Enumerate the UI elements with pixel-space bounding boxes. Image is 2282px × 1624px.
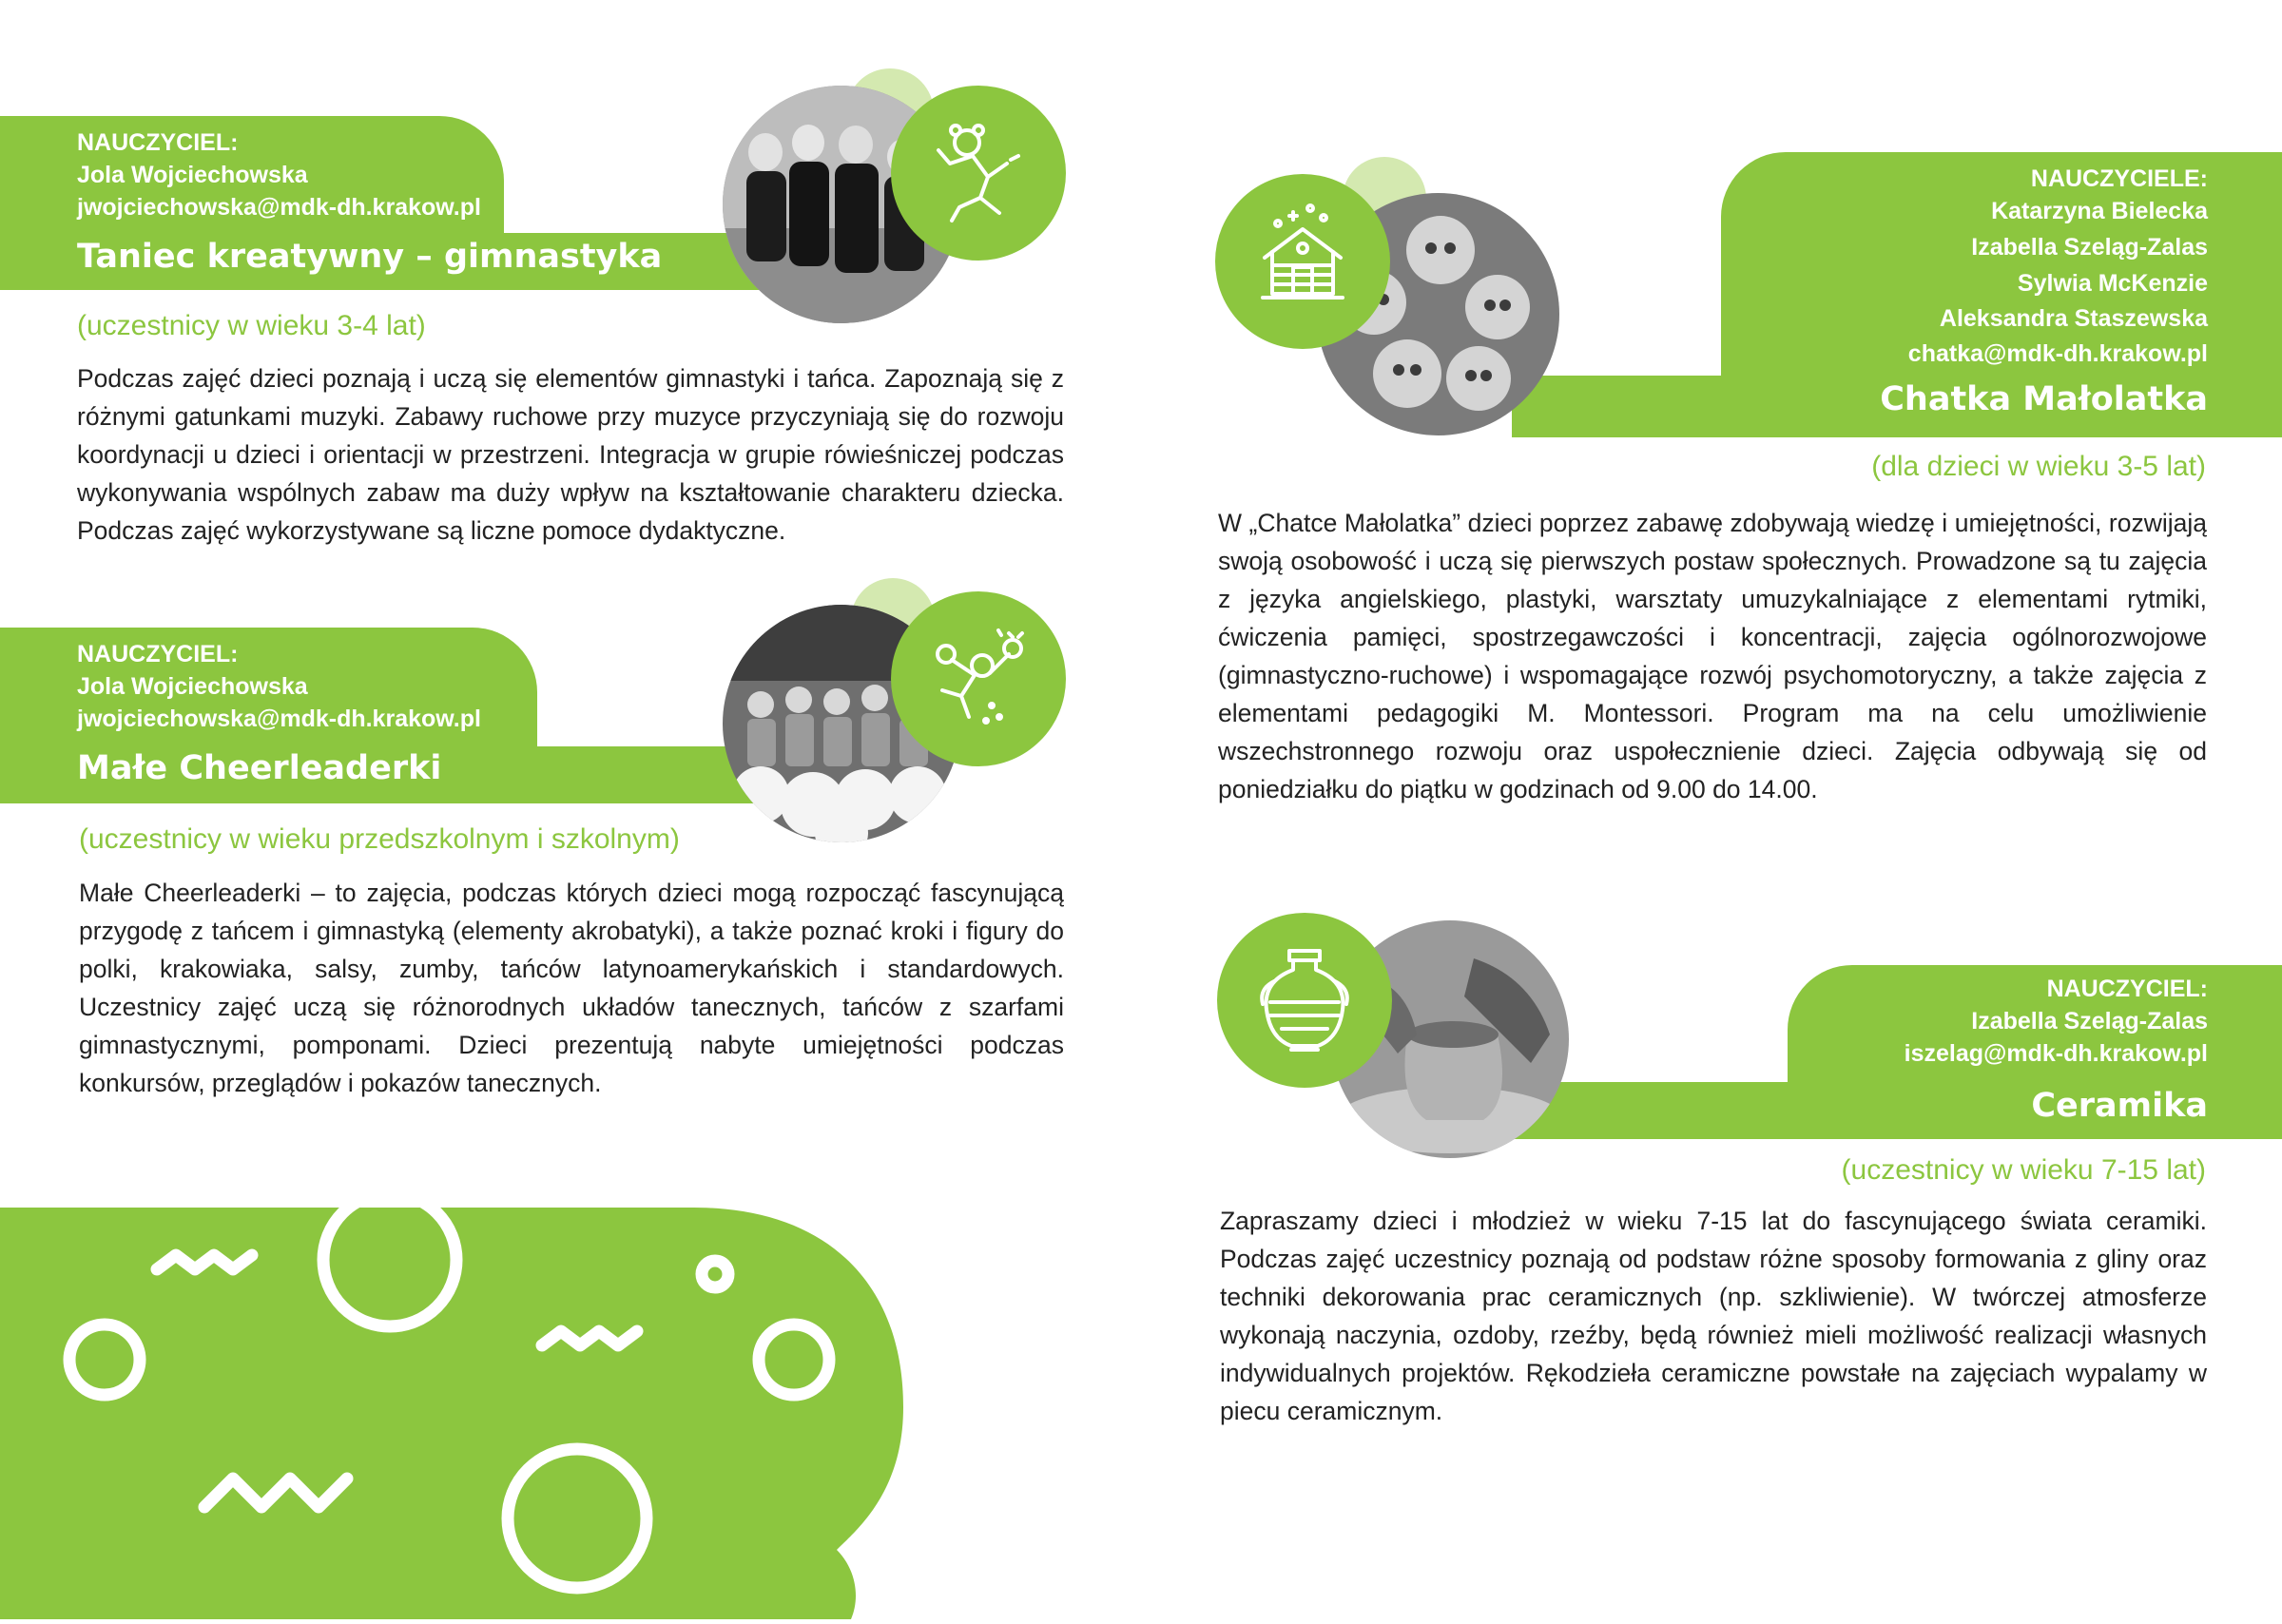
- taniec-teacher-label: NAUCZYCIEL:: [77, 129, 239, 156]
- chatka-teacher-name-4: Aleksandra Staszewska: [1939, 305, 2208, 332]
- vase-icon: [1253, 943, 1356, 1062]
- taniec-description: Podczas zajęć dzieci poznają i uczą się elementów gimnastyki i tańca. Zapoznają się z różnymi gatunkami muzyki. Zabawy ruchowe przy muzyce przyczyniają się do rozwoju koordynacji u dzieci i orientacji w przestrzeni. Integracja w grupie rówieśniczej podczas wykonywania wspólnych zabaw ma duży wpływ na kształtowanie charakteru dziecka. Podczas zajęć wykorzystywane są liczne pomoce dydaktyczne.: [77, 364, 1064, 545]
- taniec-age: (uczestnicy w wieku 3-4 lat): [77, 310, 426, 341]
- chatka-teacher-name-1: Katarzyna Bielecka: [1991, 198, 2208, 224]
- chatka-teacher-name-3: Sylwia McKenzie: [2017, 270, 2208, 297]
- chatka-email[interactable]: chatka@mdk-dh.krakow.pl: [1907, 340, 2208, 367]
- cheer-age: (uczestnicy w wieku przedszkolnym i szkolnym): [79, 823, 680, 855]
- cheer-teacher-name: Jola Wojciechowska: [77, 673, 308, 700]
- ceramika-icon-circle: [1217, 913, 1392, 1088]
- cheerleader-icon: [927, 626, 1032, 737]
- ceramika-age: (uczestnicy w wieku 7-15 lat): [1841, 1154, 2206, 1186]
- dancing-child-icon: [931, 122, 1026, 229]
- house-icon: [1255, 199, 1350, 318]
- ceramika-teacher-label: NAUCZYCIEL:: [2046, 976, 2208, 1002]
- ceramika-email[interactable]: iszelag@mdk-dh.krakow.pl: [1904, 1040, 2208, 1067]
- cheer-title: Małe Cheerleaderki: [77, 749, 442, 787]
- taniec-email[interactable]: jwojciechowska@mdk-dh.krakow.pl: [77, 194, 481, 221]
- taniec-icon-circle: [891, 86, 1066, 261]
- chatka-title: Chatka Małolatka: [1880, 380, 2208, 418]
- chatka-description: W „Chatce Małolatka” dzieci poprzez zabawę zdobywają wiedzę i umiejętności, rozwijają swoją osobowość i uczą się pierwszych postaw społecznych. Prowadzone są tu zajęcia z języka angielskiego, plastyki, warsztaty umuzykalniające z elementami rytmiki, ćwiczenia pamięci, spostrzegawczości i koncentracji, zajęcia ogólnorozwojowe (gimnastyczno-ruchowe) i wspomagające rozwój psychomotoryczny, a także zajęcia z elementami pedagogiki M. Montessori. Program ma na celu umożliwienie wszechstronnego rozwoju oraz uspołecznienie dzieci. Zajęcia odbywają się od poniedziałku do piątku w godzinach od 9.00 do 14.00.: [1218, 509, 2207, 803]
- cheer-icon-circle: [891, 591, 1066, 766]
- ceramika-title: Ceramika: [2031, 1087, 2208, 1125]
- taniec-teacher-name: Jola Wojciechowska: [77, 162, 308, 188]
- cheer-teacher-label: NAUCZYCIEL:: [77, 641, 239, 667]
- ceramika-description: Zapraszamy dzieci i młodzież w wieku 7-15 lat do fascynującego świata ceramiki. Podczas zajęć uczestnicy poznają od podstaw różne sposoby formowania z gliny oraz techniki dekorowania prac ceramicznych (np. szkliwienie). W twórczej atmosferze wykonają naczynia, ozdoby, rzeźby, będą również mieli możliwość realizacji własnych indywidualnych projektów. Rękodzieła ceramiczne powstałe na zajęciach wypalamy w piecu ceramicznym.: [1220, 1207, 2207, 1425]
- cheer-email[interactable]: jwojciechowska@mdk-dh.krakow.pl: [77, 706, 481, 732]
- taniec-title: Taniec kreatywny – gimnastyka: [77, 238, 663, 276]
- chatka-age: (dla dzieci w wieku 3-5 lat): [1871, 451, 2206, 482]
- chatka-icon-circle: [1215, 174, 1390, 349]
- ceramika-teacher-name: Izabella Szeląg-Zalas: [1971, 1008, 2208, 1034]
- decorative-blob: [0, 1208, 951, 1619]
- cheer-description: Małe Cheerleaderki – to zajęcia, podczas których dzieci mogą rozpocząć fascynującą przygodę z tańcem i gimnastyką (elementy akrobatyki), a także poznać kroki i figury do polki, krakowiaka, salsy, zumby, tańców latynoamerykańskich i standardowych. Uczestnicy zajęć uczą się różnorodnych układów tanecznych, tańców z szarfami gimnastycznymi, pomponami. Dzieci prezentują nabyte umiejętności podczas konkursów, przeglądów i pokazów tanecznych.: [79, 879, 1064, 1097]
- chatka-teacher-name-2: Izabella Szeląg-Zalas: [1971, 234, 2208, 261]
- chatka-teacher-label: NAUCZYCIELE:: [2030, 165, 2208, 192]
